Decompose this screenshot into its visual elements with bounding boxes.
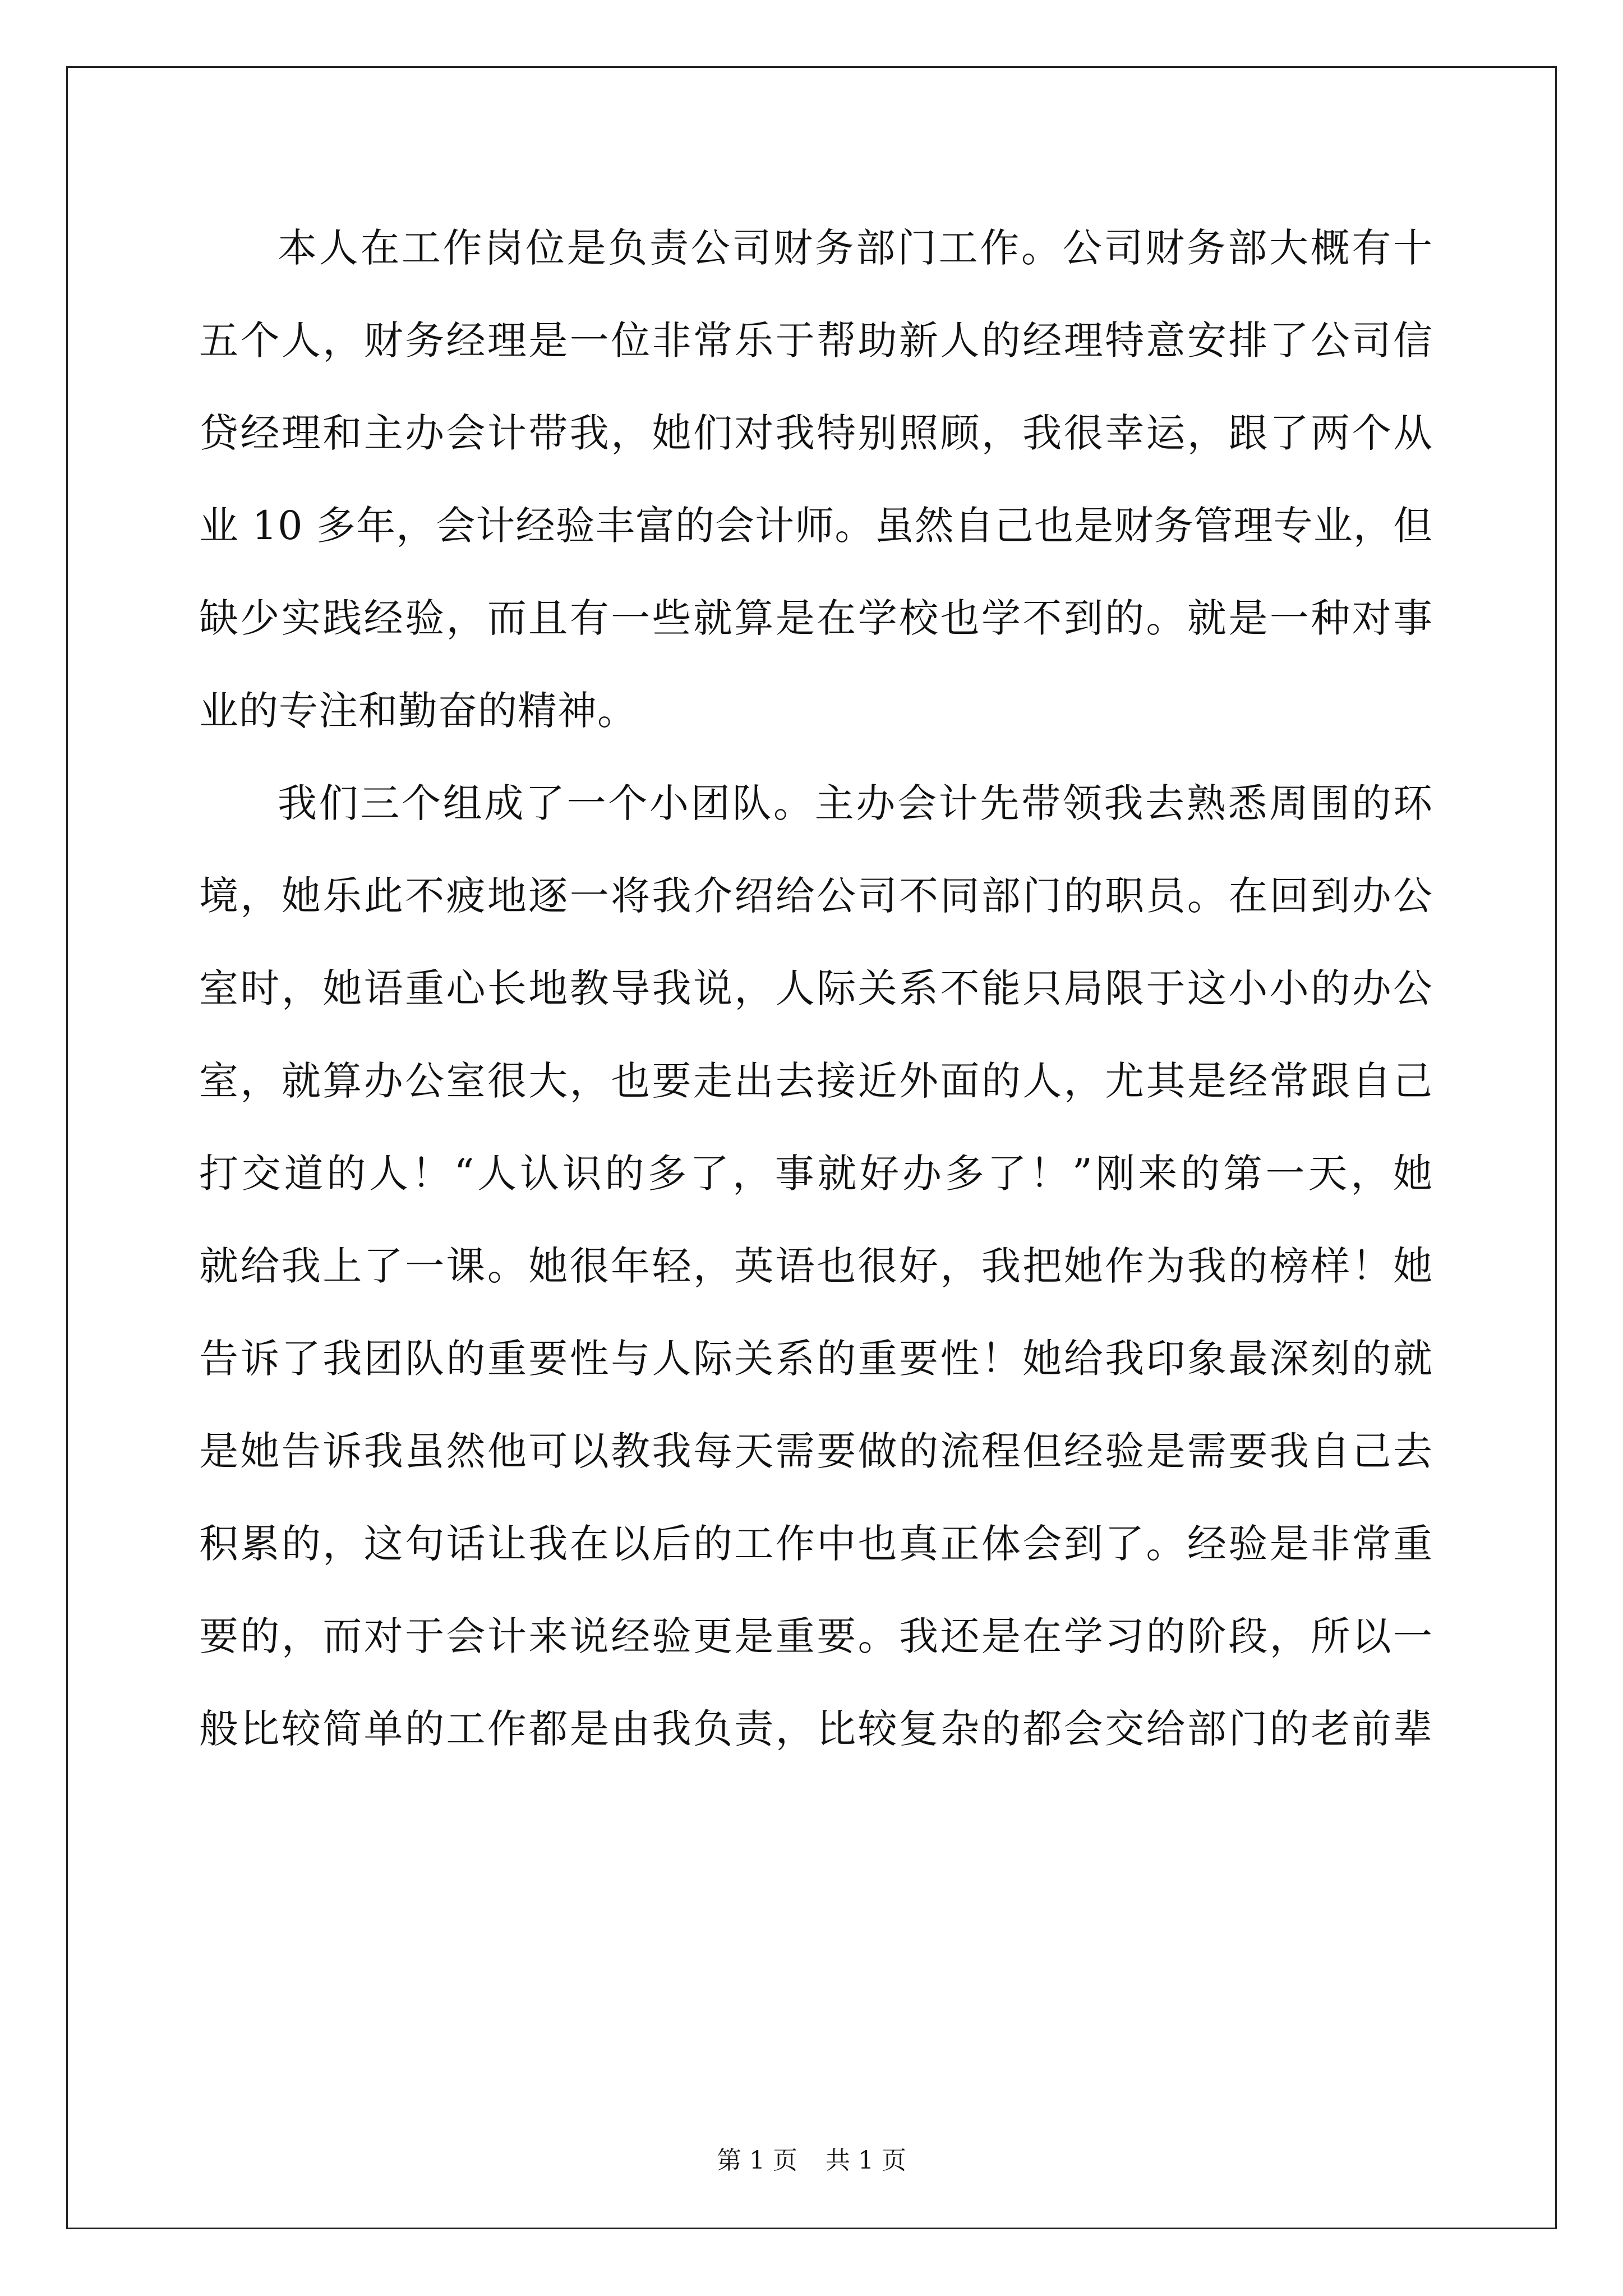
paragraph-line: 积累的，这句话让我在以后的工作中也真正体会到了。经验是非常重 bbox=[199, 1521, 1433, 1567]
paragraph-line: 业 10 多年，会计经验丰富的会计师。虽然自己也是财务管理专业，但 bbox=[199, 503, 1433, 549]
page-footer bbox=[0, 2140, 1623, 2176]
paragraph-line: 我们三个组成了一个小团队。主办会计先带领我去熟悉周围的环 bbox=[278, 780, 1433, 826]
paragraph-line: 就给我上了一课。她很年轻，英语也很好，我把她作为我的榜样！她 bbox=[199, 1243, 1433, 1289]
paragraph-line: 业的专注和勤奋的精神。 bbox=[199, 688, 637, 734]
paragraph-line: 缺少实践经验，而且有一些就算是在学校也学不到的。就是一种对事 bbox=[199, 595, 1433, 641]
page-number: 第 1 页 bbox=[717, 2146, 797, 2175]
paragraph-line: 室，就算办公室很大，也要走出去接近外面的人，尤其是经常跟自己 bbox=[199, 1058, 1433, 1104]
paragraph-line: 五个人，财务经理是一位非常乐于帮助新人的经理特意安排了公司信 bbox=[199, 318, 1433, 364]
paragraph-line: 室时，她语重心长地教导我说，人际关系不能只局限于这小小的办公 bbox=[199, 965, 1433, 1011]
paragraph-line: 要的，而对于会计来说经验更是重要。我还是在学习的阶段，所以一 bbox=[199, 1613, 1433, 1659]
paragraph-1 bbox=[199, 202, 1433, 757]
paragraph-2 bbox=[199, 757, 1433, 1775]
paragraph-line: 告诉了我团队的重要性与人际关系的重要性！她给我印象最深刻的就 bbox=[199, 1336, 1433, 1382]
paragraph-line: 贷经理和主办会计带我，她们对我特别照顾，我很幸运，跟了两个从 bbox=[199, 410, 1433, 456]
paragraph-line: 是她告诉我虽然他可以教我每天需要做的流程但经验是需要我自己去 bbox=[199, 1428, 1433, 1474]
page-total: 共 1 页 bbox=[826, 2146, 906, 2175]
paragraph-line: 打交道的人！“人认识的多了，事就好办多了！”刚来的第一天，她 bbox=[199, 1151, 1433, 1197]
document-body bbox=[199, 202, 1433, 1775]
paragraph-line: 般比较简单的工作都是由我负责，比较复杂的都会交给部门的老前辈 bbox=[199, 1706, 1433, 1752]
paragraph-line: 境，她乐此不疲地逐一将我介绍给公司不同部门的职员。在回到办公 bbox=[199, 873, 1433, 919]
paragraph-line: 本人在工作岗位是负责公司财务部门工作。公司财务部大概有十 bbox=[278, 225, 1433, 271]
